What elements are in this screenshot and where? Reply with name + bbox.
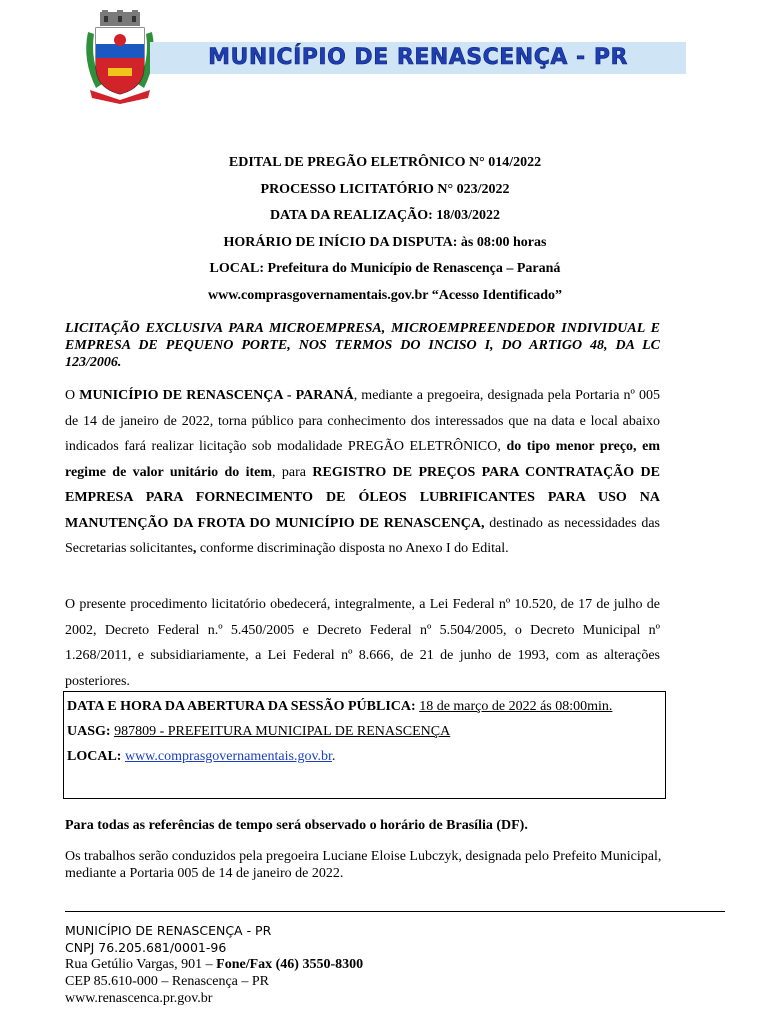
location-line: LOCAL: Prefeitura do Município de Renascença – Paraná <box>209 261 561 276</box>
session-date-label: DATA E HORA DA ABERTURA DA SESSÃO PÚBLICA: <box>67 699 416 714</box>
text-segment: , <box>192 541 197 556</box>
uasg-value: 987809 - PREFEITURA MUNICIPAL DE RENASCENÇA <box>114 724 451 739</box>
bid-type: do tipo menor preço, em regime de valor unitário do item <box>65 439 660 480</box>
text-segment: destinado as necessidades das Secretarias solicitantes <box>65 515 660 556</box>
edital-heading <box>0 150 770 309</box>
phone-fax: Fone/Fax (46) 3550-8300 <box>216 957 364 972</box>
dispute-start-time: HORÁRIO DE INÍCIO DA DISPUTA: às 08:00 horas <box>223 234 547 250</box>
session-date-value: 18 de março de 2022 ás 08:00min. <box>419 699 613 714</box>
footer-cep: CEP 85.610-000 – Renascença – PR <box>65 974 270 989</box>
text-segment: conforme discriminação disposta no Anexo I do Edital. <box>196 541 509 556</box>
municipal-coat-of-arms-icon <box>82 10 158 104</box>
price-registry-object: REGISTRO DE PREÇOS PARA CONTRATAÇÃO DE EMPRESA PARA FORNECIMENTO DE ÓLEOS LUBRIFICANTES PARA USO NA MANUTENÇÃO DA FROTA DO MUNICÍPIO DE RENASCENÇA, <box>65 464 660 531</box>
local-label: LOCAL: <box>67 749 122 764</box>
uasg-row <box>67 719 660 744</box>
municipality-name: MUNICÍPIO DE RENASCENÇA - PARANÁ <box>79 388 354 403</box>
session-date-row <box>67 694 660 719</box>
compras-site-link[interactable]: www.comprasgovernamentais.gov.br <box>124 749 332 764</box>
time-reference-note: Para todas as referências de tempo será observado o horário de Brasília (DF). <box>65 818 528 833</box>
intro-paragraph <box>65 383 660 562</box>
works-conducted-paragraph: Os trabalhos serão conduzidos pela pregoeira Luciane Eloise Lubczyk, designada pelo Prefeito Municipal, mediante a Portaria 005 de 14 de janeiro de 2022. <box>65 849 662 881</box>
edital-number: EDITAL DE PREGÃO ELETRÔNICO N° 014/2022 <box>228 155 542 170</box>
address-text: Rua Getúlio Vargas, 901 – <box>65 957 217 972</box>
uasg-label: UASG: <box>67 724 111 739</box>
exclusive-bidding-notice: LICITAÇÃO EXCLUSIVA PARA MICROEMPRESA, MICROEMPREENDEDOR INDIVIDUAL E EMPRESA DE PEQUENO PORTE, NOS TERMOS DO INCISO I, DO ARTIGO 48, DA LC 123/2006. <box>65 321 660 370</box>
text-segment: . <box>331 749 336 764</box>
municipality-banner: MUNICÍPIO DE RENASCENÇA - PR <box>150 42 686 74</box>
text-segment: , mediante a pregoeira, designada pela Portaria nº 005 de 14 de janeiro de 2022, torna público para conhecimento dos interessados que na data e local abaixo indicados fará realizar licitação sob modalidade PREGÃO ELETRÔNICO, <box>65 388 660 454</box>
process-number: PROCESSO LICITATÓRIO N° 023/2022 <box>260 181 510 197</box>
footer-address <box>65 956 363 973</box>
text-segment: O <box>65 388 80 403</box>
footer-divider <box>65 911 725 912</box>
footer-municipality: MUNICÍPIO DE RENASCENÇA - PR <box>65 923 272 938</box>
footer-website: www.renascenca.pr.gov.br <box>65 991 213 1006</box>
page-footer <box>65 922 363 1007</box>
access-site-line: www.comprasgovernamentais.gov.br “Acesso Identificado” <box>207 287 562 303</box>
footer-cnpj: CNPJ 76.205.681/0001-96 <box>65 940 227 955</box>
session-info-box <box>63 691 666 799</box>
text-segment: , para <box>272 464 313 480</box>
local-row <box>67 744 660 769</box>
realization-date: DATA DA REALIZAÇÃO: 18/03/2022 <box>269 208 501 223</box>
legal-basis-paragraph: O presente procedimento licitatório obedecerá, integralmente, a Lei Federal nº 10.520, de 17 de julho de 2002, Decreto Federal n.º 5.450/2005 e Decreto Federal nº 5.504/2005, o Decreto Municipal nº 1.268/2011, e subsidiariamente, a Lei Federal nº 8.666, de 21 de junho de 1993, com as alterações posteriores. <box>65 597 660 689</box>
